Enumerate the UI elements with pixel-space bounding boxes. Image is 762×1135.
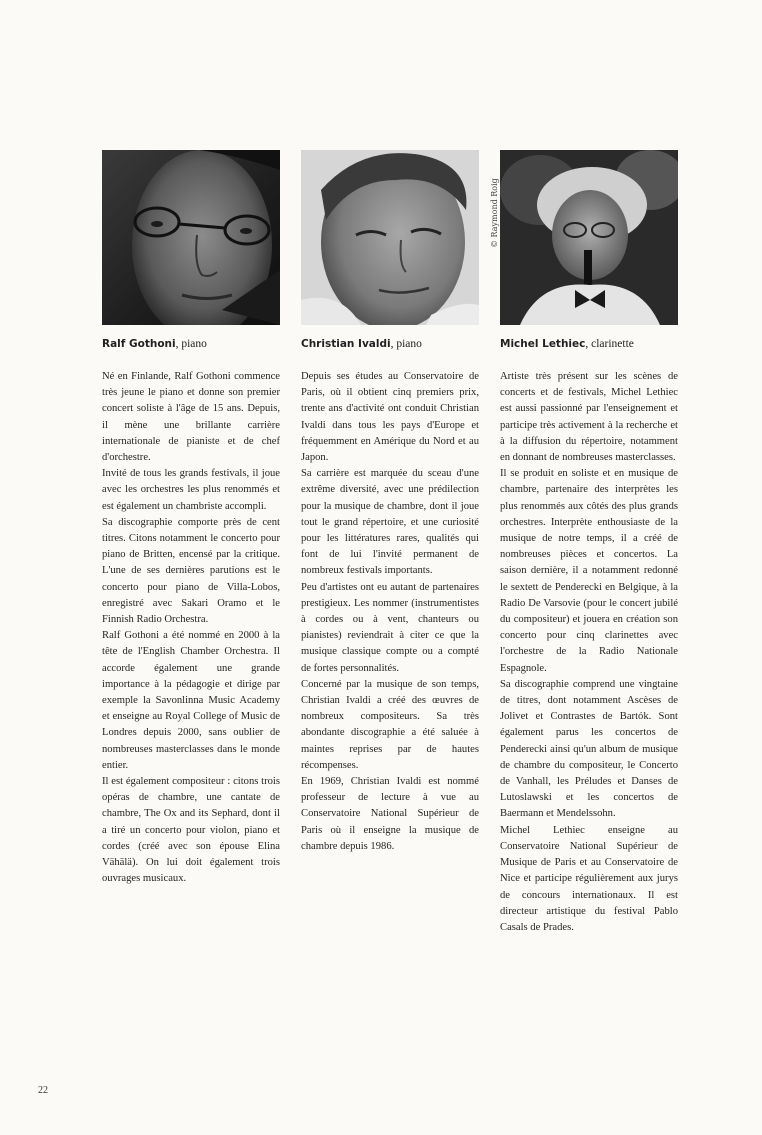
bio-paragraph: Concerné par la musique de son temps, Christian Ivaldi a créé des œuvres de nombreux compositeurs. Sa très abondante discographie a été saluée à maintes reprises par de hautes récompenses. [301, 678, 479, 771]
bio-paragraph: Artiste très présent sur les scènes de concerts et de festivals, Michel Lethiec est aussi passionné par l'enseignement et participe très activement à la recherche et à la diffusion du répertoire, notamment en donnant de nombreuses masterclasses. [500, 371, 678, 464]
bio-paragraph: Il est également compositeur : citons trois opéras de chambre, une cantate de chambre, The Ox and its Sephard, dont il a tiré un concerto pour violon, piano et cordes (créé avec son épouse Elina Vähälä). On lui doit également trois ouvrages musicaux. [102, 776, 280, 885]
bio-paragraph: Invité de tous les grands festivals, il joue avec les orchestres les plus renommés et est également un chambriste accompli. [102, 468, 280, 512]
artist-name: Michel Lethiec [500, 338, 586, 350]
bio-paragraph: Sa discographie comprend une vingtaine de titres, dont notamment Ascèses de Jolivet et Contrastes de Bartók. Sont également parus les concertos de Penderecki ainsi qu'un album de musique de chambre du compositeur, le Concerto de Vanhall, les Préludes et Danses de Lutoslawski et les concertos de Baermann et Mendelssohn. [500, 678, 678, 820]
bio-paragraph: Il se produit en soliste et en musique de chambre, partenaire des interprètes les plus renommés aux côtés des plus grands orchestres. Interprète enthousiaste de la musique de notre temps, il a créé de nombreuses pièces et concertos. La saison dernière, il a notamment redonné le sextett de Penderecki en Belgique, à la Radio De Varsovie (pour le concert jubilé du compositeur) et jouera en création son concerto pour cinq clarinettes avec l'orchestre de la Radio Nationale Espagnole. [500, 468, 678, 674]
photo-christian-ivaldi [301, 150, 479, 325]
page-number: 22 [38, 1085, 48, 1096]
artist-instrument: , piano [390, 338, 422, 350]
photo-credit: © Raymond Roig [490, 178, 499, 248]
bio-paragraph: Peu d'artistes ont eu autant de partenaires prestigieux. Les nommer (instrumentistes à cordes ou à vent, chanteurs ou pianistes) reviendrait à citer ce que la musique classique compte ou a compté de fortes personnalités. [301, 581, 479, 674]
artist-column-lethiec [500, 338, 678, 936]
bio-paragraph: En 1969, Christian Ivaldi est nommé professeur de lecture à vue au Conservatoire National Supérieur de Paris où il enseigne la musique de chambre depuis 1986. [301, 776, 479, 852]
artist-column-gothoni [102, 338, 280, 888]
bio-paragraph: Né en Finlande, Ralf Gothoni commence très jeune le piano et donne son premier concert soliste à l'âge de 15 ans. Depuis, il mène une brillante carrière internationale de pianiste et de chef d'orchestre. [102, 371, 280, 464]
artist-heading [500, 338, 678, 350]
portrait-lethiec-image [500, 150, 678, 325]
photo-ralf-gothoni [102, 150, 280, 325]
artist-name: Ralf Gothoni [102, 338, 176, 350]
bio-paragraph: Sa carrière est marquée du sceau d'une extrême diversité, avec une prédilection pour la musique de chambre, dont il joue tout le grand répertoire, et une curiosité pour les littératures rares, qualités qui font de lui l'invité permanent de nombreux festivals importants. [301, 468, 479, 577]
bio-paragraph: Ralf Gothoni a été nommé en 2000 à la tête de l'English Chamber Orchestra. Il accorde également une grande importance à la pédagogie et dirige par exemple la Savonlinna Music Academy et enseigne au Royal College of Music de Londres depuis 2000, sans oublier de nombreuses masterclasses dans le monde entier. [102, 630, 280, 771]
artist-heading [301, 338, 479, 350]
artist-instrument: , clarinette [585, 338, 634, 350]
bio-paragraph: Depuis ses études au Conservatoire de Paris, où il obtient cinq premiers prix, trente ans d'activité ont conduit Christian Ivaldi dans tous les pays d'Europe et fréquemment en Amérique du Nord et au Japon. [301, 371, 479, 464]
photo-michel-lethiec [500, 150, 678, 325]
portrait-ivaldi-image [301, 150, 479, 325]
portrait-gothoni-image [102, 150, 280, 325]
bio-paragraph: Sa discographie comporte près de cent titres. Citons notamment le concerto pour piano de Britten, encensé par la critique. L'une de ses dernières parutions est le concerto pour piano de Villa-Lobos, enregistré avec Sakari Oramo et le Finnish Radio Orchestra. [102, 516, 280, 626]
artist-column-ivaldi [301, 338, 479, 855]
artist-name: Christian Ivaldi [301, 338, 391, 350]
artist-instrument: , piano [175, 338, 207, 350]
artist-heading [102, 338, 280, 350]
bio-paragraph: Michel Lethiec enseigne au Conservatoire National Supérieur de Musique de Paris et au Conservatoire de Nice et participe régulièrement aux jurys de concours internationaux. Il est directeur artistique du festival Pablo Casals de Prades. [500, 824, 678, 933]
